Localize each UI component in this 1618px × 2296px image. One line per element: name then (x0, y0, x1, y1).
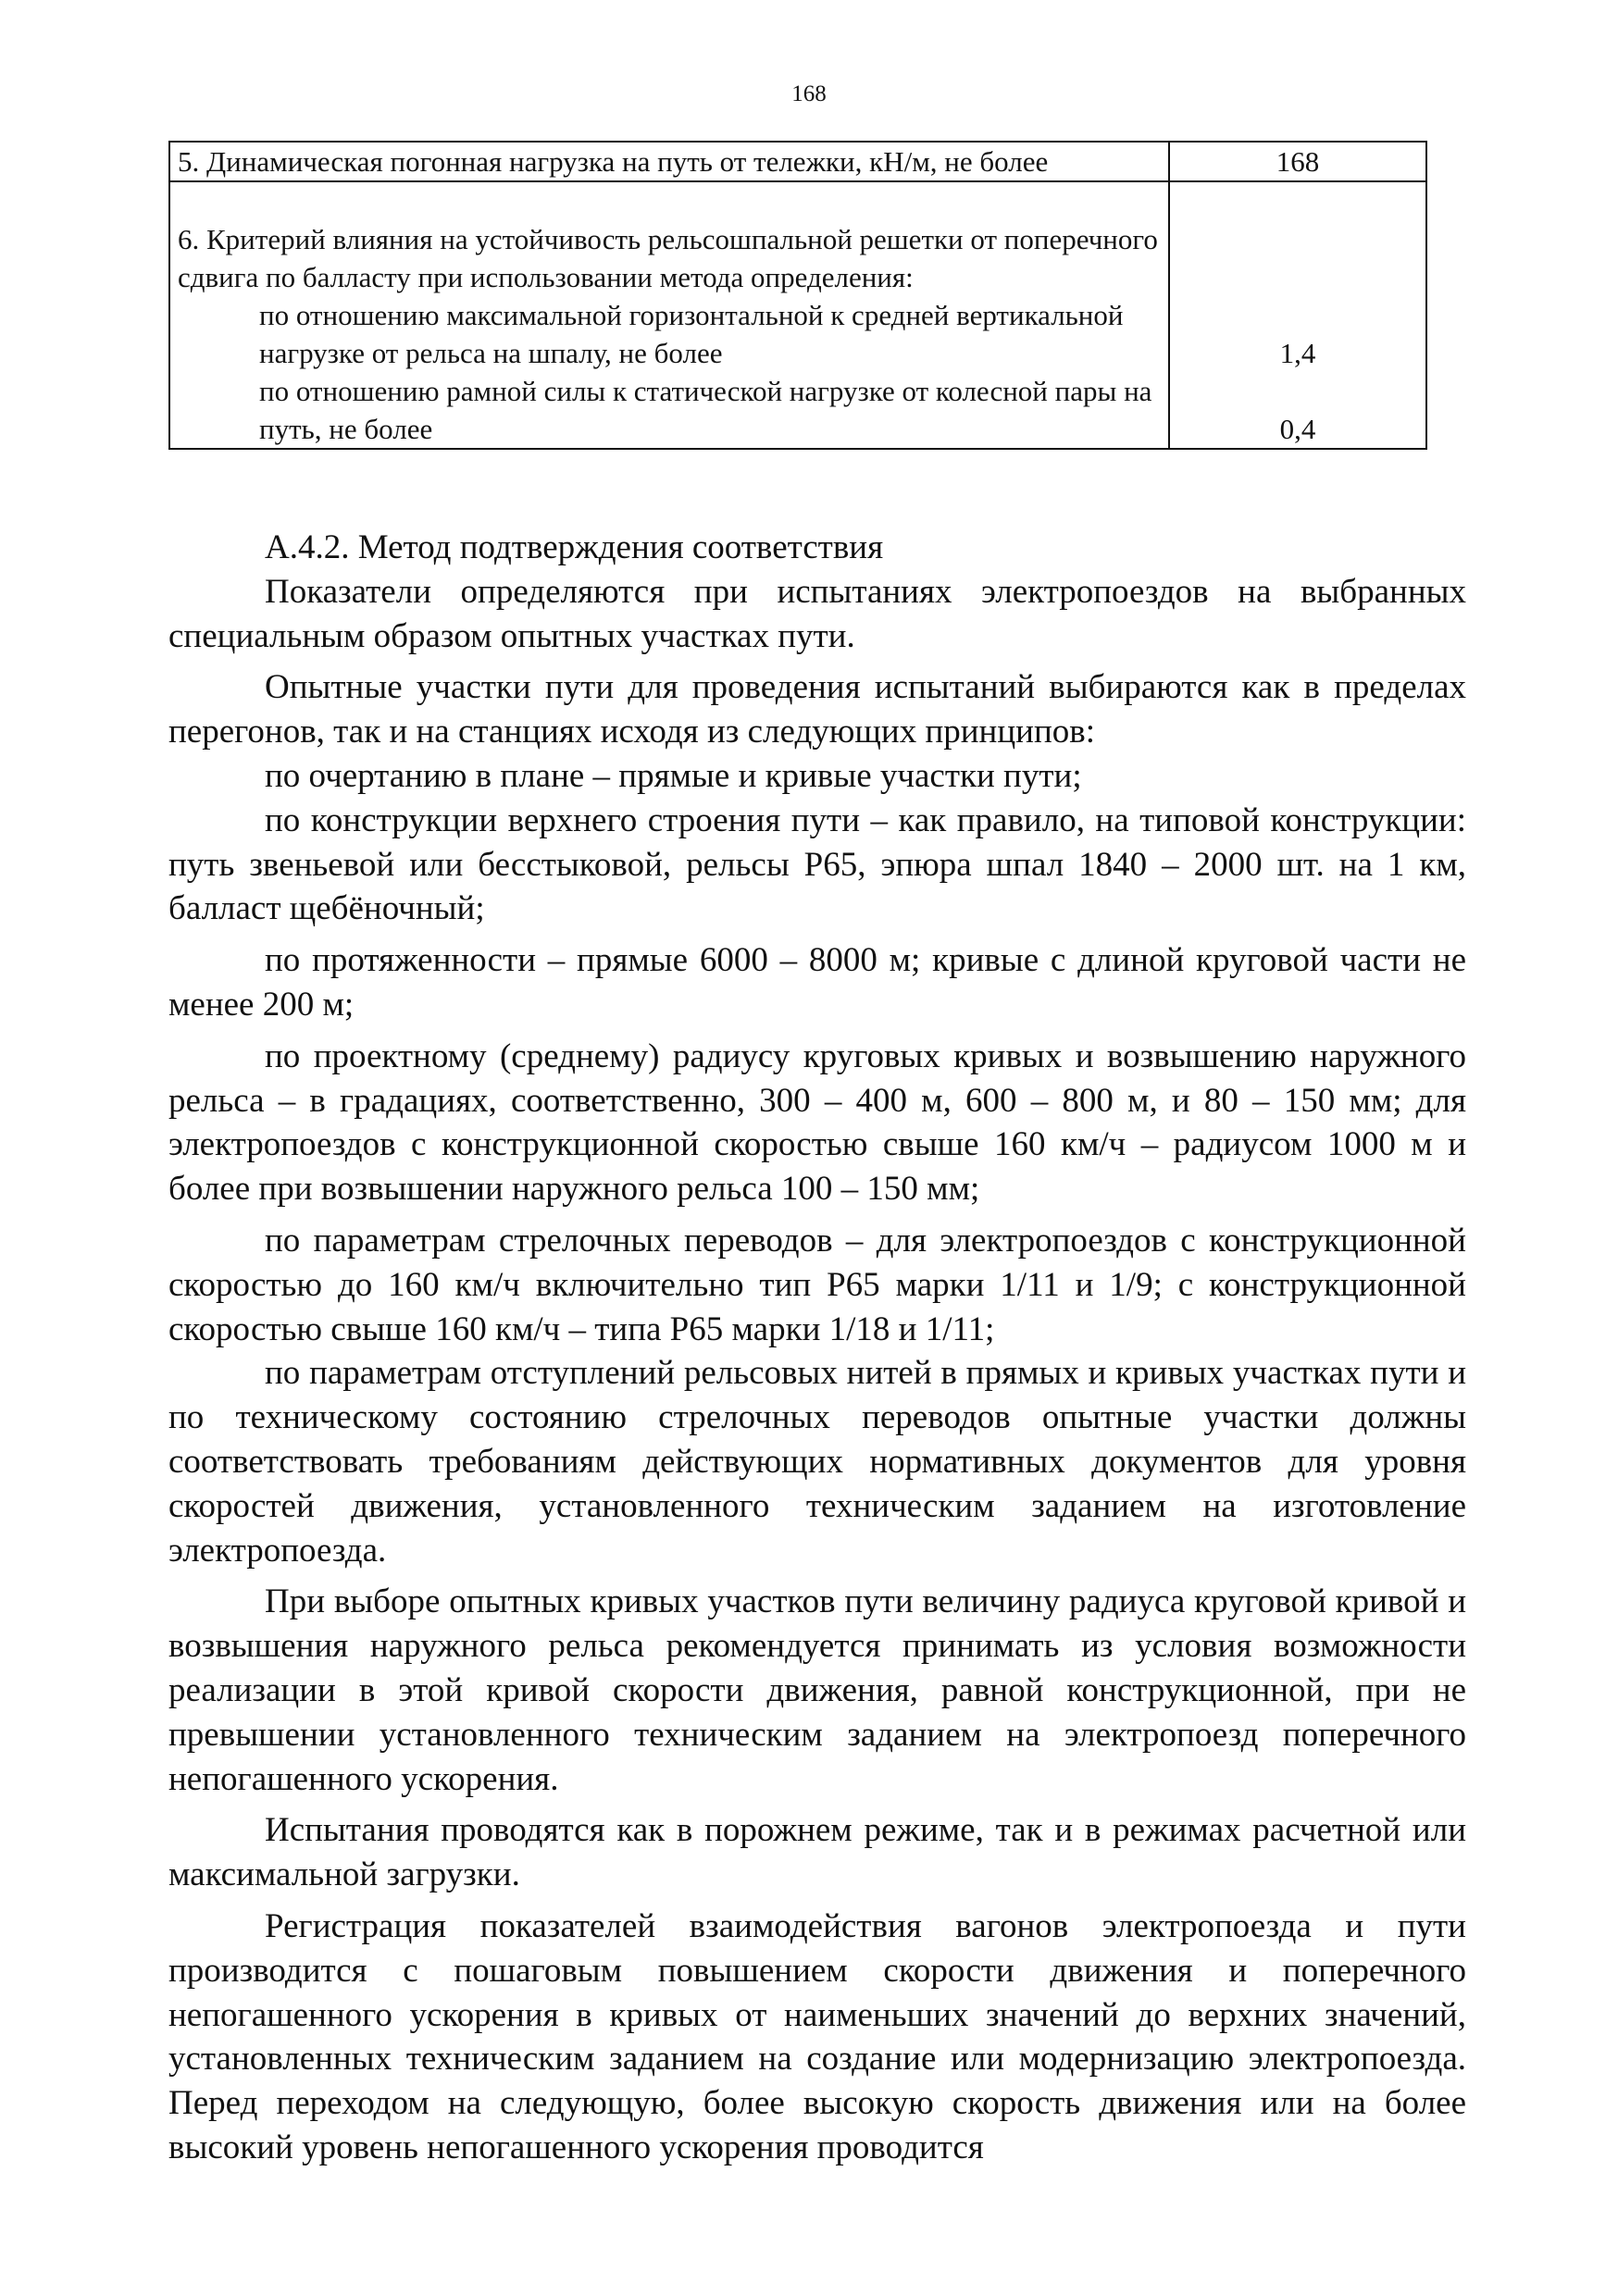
requirement-value: 0,4 (1279, 413, 1316, 445)
requirement-text: 5. Динамическая погонная нагрузка на путь от тележки, кН/м, не более (178, 145, 1049, 178)
paragraph: по параметрам отступлений рельсовых нитей в прямых и кривых участках пути и по техническому состоянию стрелочных переводов опытные участки должны соответствовать требованиям действующих нормативных документов для уровня скоростей движения, установленного техническим заданием на изготовление электропоезда. (168, 1354, 1466, 1570)
paragraph: При выборе опытных кривых участков пути величину радиуса круговой кривой и возвышения наружного рельса рекомендуется принимать из условия возможности реализации в этой кривой скорости движения, равной конструкционной, при не превышении установленного техническим заданием на электропоезд поперечного непогашенного ускорения. (168, 1582, 1466, 1798)
table-cell-requirement (169, 142, 1169, 181)
paragraph: Испытания проводятся как в порожнем режиме, так и в режимах расчетной или максимальной загрузки. (168, 1811, 1466, 1894)
table-cell-requirement (169, 181, 1169, 449)
section-heading: А.4.2. Метод подтверждения соответствия (265, 528, 884, 566)
table-cell-value (1169, 181, 1426, 449)
paragraph: по конструкции верхнего строения пути – как правило, на типовой конструкции: путь звеньевой или бесстыковой, рельсы Р65, эпюра шпал 1840 – 2000 шт. на 1 км, балласт щебёночный; (168, 800, 1466, 928)
table-row (169, 142, 1426, 181)
requirement-value: 168 (1276, 145, 1320, 178)
paragraph: Показатели определяются при испытаниях электропоездов на выбранных специальным образом опытных участках пути. (168, 572, 1466, 655)
paragraph: по параметрам стрелочных переводов – для электропоездов с конструкционной скоростью до 160 км/ч включительно тип Р65 марки 1/11 и 1/9; с конструкционной скоростью свыше 160 км/ч – типа Р65 марки 1/18 и 1/11; (168, 1221, 1466, 1348)
paragraph: Регистрация показателей взаимодействия вагонов электропоезда и пути производится с пошаговым повышением скорости движения и поперечного непогашенного ускорения в кривых от наименьших значений до верхних значений, установленных техническим заданием на создание или модернизацию электропоезда. Перед переходом на следующую, более высокую скорость движения или на более высокий уровень непогашенного ускорения проводится (168, 1906, 1466, 2166)
page-number: 168 (791, 81, 827, 106)
paragraph: по очертанию в плане – прямые и кривые участки пути; (265, 756, 1082, 795)
requirements-table (168, 141, 1427, 450)
table-cell-value (1169, 142, 1426, 181)
body-text (168, 526, 1466, 2170)
requirement-subitem-text: по отношению рамной силы к статической нагрузке от колесной пары на путь, не более (259, 375, 1152, 445)
requirement-subitem-text: по отношению максимальной горизонтальной к средней вертикальной нагрузке от рельса на шпалу, не более (259, 299, 1124, 369)
paragraph: Опытные участки пути для проведения испытаний выбираются как в пределах перегонов, так и на станциях исходя из следующих принципов: (168, 668, 1466, 751)
paragraph: по протяженности – прямые 6000 – 8000 м; кривые с длиной круговой части не менее 200 м; (168, 941, 1466, 1024)
paragraph: по проектному (среднему) радиусу круговых кривых и возвышению наружного рельса – в градациях, соответственно, 300 – 400 м, 600 – 800 м, и 80 – 150 мм; для электропоездов с конструкционной скоростью свыше 160 км/ч – радиусом 1000 м и более при возвышении наружного рельса 100 – 150 мм; (168, 1036, 1466, 1209)
table-row (169, 181, 1426, 449)
requirement-value: 1,4 (1279, 337, 1316, 369)
requirement-text: 6. Критерий влияния на устойчивость рельсошпальной решетки от поперечного сдвига по балласту при использовании метода определения: (178, 223, 1158, 293)
